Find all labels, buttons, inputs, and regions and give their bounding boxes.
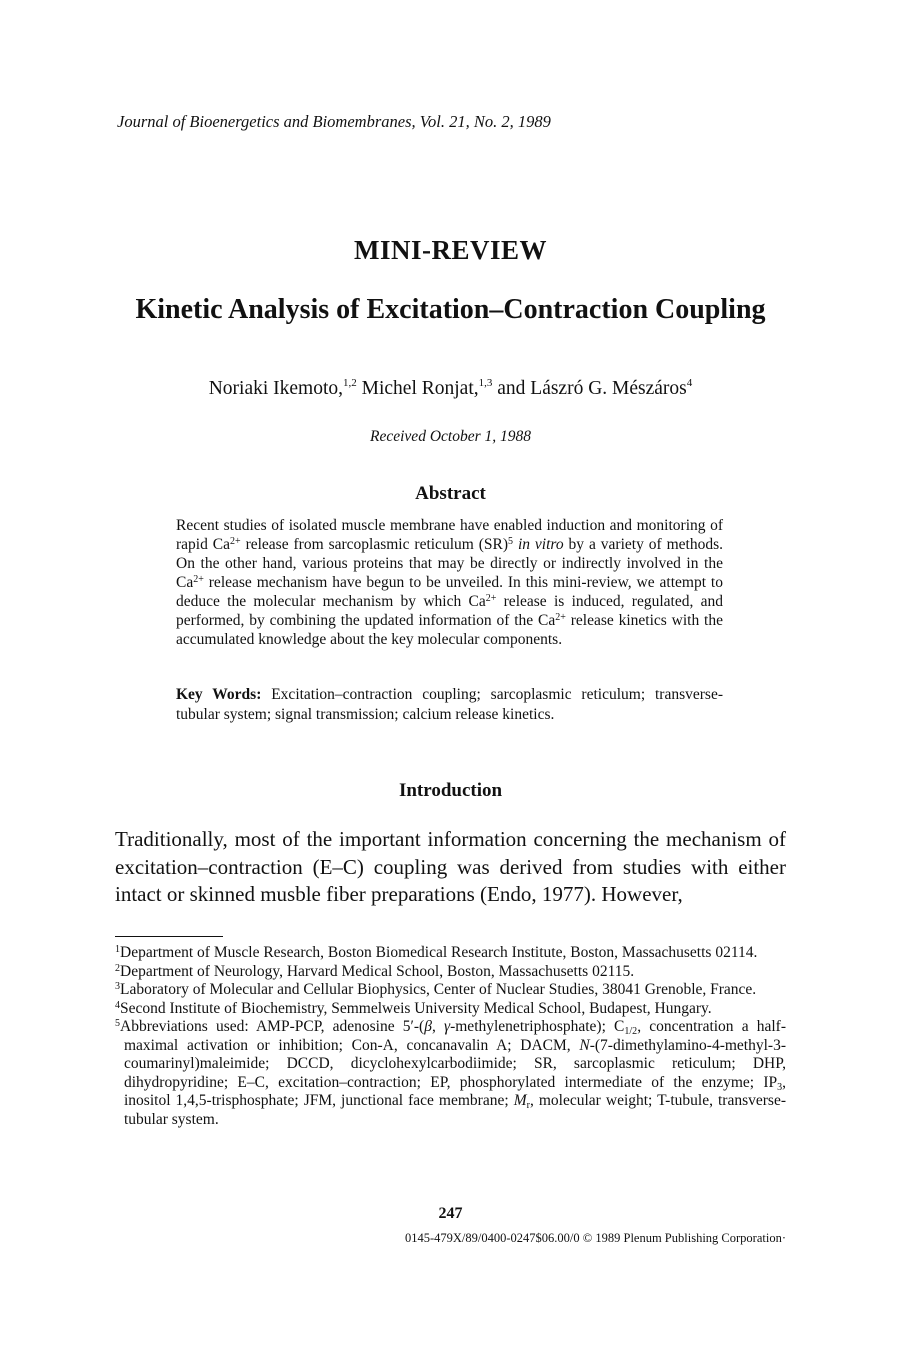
footnote-text: , concentration a half-maximal activation or inhibition; Con-A, concanavalin A; DACM,: [124, 1018, 786, 1054]
keywords-label: Key Words:: [176, 686, 262, 703]
abstract-segment: release from sarcoplasmic reticulum (SR): [240, 536, 509, 553]
abstract-segment: Recent studies of isolated muscle membrane have enabled induction and monitoring of rapid Ca: [176, 517, 723, 553]
author-affiliation: 1,3: [478, 377, 493, 389]
footnote-text: Department of Neurology, Harvard Medical School, Boston, Massachusetts 02115.: [120, 962, 635, 980]
abstract-segment: release kinetics with the accumulated knowledge about the key molecular components.: [176, 612, 723, 648]
author-affiliation: 4: [686, 377, 693, 389]
footnote-mark: 3: [115, 981, 120, 992]
abstract-segment: release mechanism have begun to be unveiled. In this mini-review, we attempt to deduce the molecular mechanism by which Ca: [176, 574, 723, 610]
abstract-italic: in vitro: [513, 536, 564, 553]
author-name: Noriaki Ikemoto,: [208, 378, 344, 399]
footnote-mark: 2: [115, 962, 120, 974]
footnote: [115, 963, 786, 982]
footnote-text: Second Institute of Biochemistry, Semmelweis University Medical School, Budapest, Hungary.: [120, 999, 712, 1017]
author-list: [0, 378, 901, 400]
keywords-text: Excitation–contraction coupling; sarcoplasmic reticulum; transverse-tubular system; signal transmission; calcium release kinetics.: [176, 686, 723, 723]
greek-symbol: β: [424, 1018, 432, 1035]
introduction-text: Traditionally, most of the important information concerning the mechanism of excitation–contraction (E–C) coupling was derived from studies with either intact or skinned musble fiber preparations (Endo, 1977). However,: [115, 827, 786, 906]
subscript: r: [526, 1100, 530, 1111]
footnote-mark: 5: [115, 1018, 120, 1029]
footnote-text: , inositol 1,4,5-trisphosphate; JFM, junctional face membrane;: [124, 1073, 786, 1109]
charge-superscript: 2+: [230, 536, 241, 547]
abstract-segment: by a variety of methods. On the other hand, various proteins that may be directly or indirectly involved in the Ca: [176, 536, 723, 591]
author-name: Lászró G. Mészáros: [530, 378, 687, 399]
author-affiliation: 1,2: [343, 377, 357, 389]
italic-symbol: M: [513, 1092, 527, 1109]
footnote-text: Abbreviations used: AMP-PCP, adenosine 5′-(: [120, 1018, 425, 1035]
footnote-text: -(7-dimethylamino-4-methyl-3-coumarinyl)maleimide; DCCD, dicyclohexylcarbodiimide; SR, sarcoplasmic reticulum; DHP, dihydropyridine; E–C, excitation–contraction; EP, phosphorylated intermediate of the enzyme; IP: [124, 1036, 786, 1091]
footnotes: [115, 944, 786, 1129]
footnote: [115, 944, 786, 963]
received-date: Received October 1, 1988: [370, 428, 531, 445]
footnote-mark: 1: [115, 944, 120, 955]
footnote: [115, 1000, 786, 1019]
greek-symbol: γ: [443, 1018, 451, 1035]
footnote-text: Laboratory of Molecular and Cellular Biophysics, Center of Nuclear Studies, 38041 Grenoble, France.: [120, 981, 757, 998]
abstract-text: [176, 516, 723, 649]
introduction-heading: Introduction: [398, 780, 503, 801]
footnote-ref: 5: [508, 536, 514, 547]
footnote-text: Department of Muscle Research, Boston Biomedical Research Institute, Boston, Massachusetts 02114.: [120, 944, 758, 961]
author-name: Michel Ronjat,: [361, 378, 479, 399]
footnote: [115, 981, 786, 1000]
italic-symbol: N: [579, 1036, 590, 1054]
footnote-abbreviations: [115, 1018, 786, 1129]
footnote-text: ,: [431, 1018, 444, 1035]
article-title: Kinetic Analysis of Excitation–Contraction Coupling: [135, 294, 766, 325]
author-joiner: and: [497, 378, 526, 399]
footnote-text: -methylenetriphosphate); C: [450, 1018, 625, 1035]
footnote-mark: 4: [115, 999, 120, 1011]
article-type: MINI-REVIEW: [353, 235, 547, 265]
charge-superscript: 2+: [555, 612, 566, 623]
subscript: 1/2: [624, 1026, 638, 1037]
journal-citation: Journal of Bioenergetics and Biomembranes, Vol. 21, No. 2, 1989: [117, 112, 551, 131]
abstract-segment: release is induced, regulated, and performed, by combining the updated information of the Ca: [176, 593, 724, 629]
footnote-text: , molecular weight; T-tubule, transverse-tubular system.: [124, 1092, 786, 1128]
subscript: 3: [777, 1081, 783, 1093]
keywords: [176, 685, 723, 725]
charge-superscript: 2+: [485, 593, 497, 604]
footnote-divider: [115, 936, 223, 937]
charge-superscript: 2+: [193, 574, 204, 585]
abstract-heading: Abstract: [415, 483, 486, 504]
page-number: 247: [438, 1205, 463, 1222]
copyright-line: 0145-479X/89/0400-0247$06.00/0 © 1989 Plenum Publishing Corporation·: [404, 1231, 786, 1245]
